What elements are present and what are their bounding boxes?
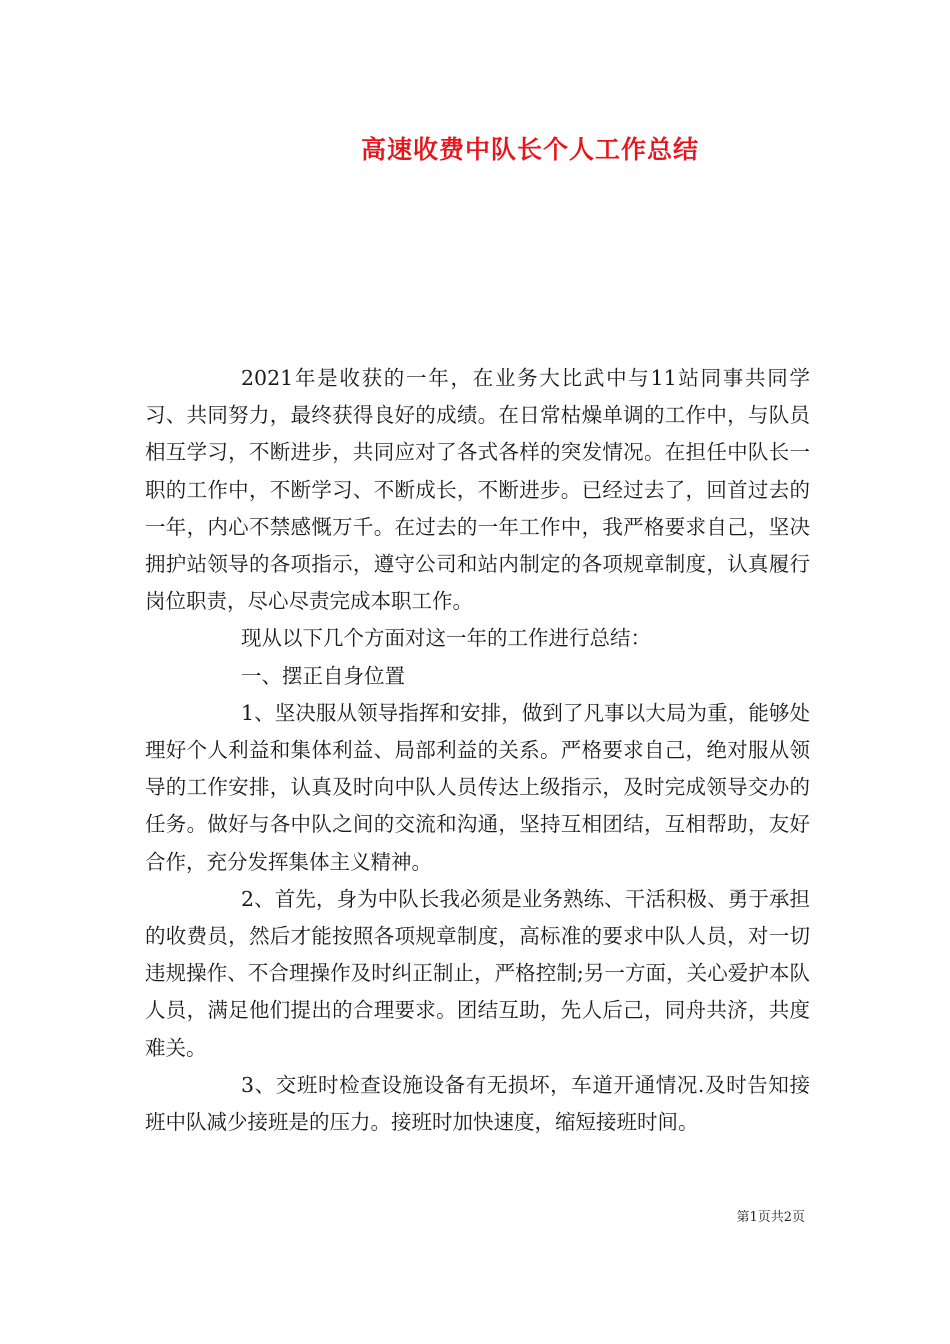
paragraph-item-1: 1、坚决服从领导指挥和安排，做到了凡事以大局为重，能够处理好个人利益和集体利益、局部利益的关系。严格要求自己，绝对服从领导的工作安排，认真及时向中队人员传达上级指示，及时完成领导交办的任务。做好与各中队之间的交流和沟通，坚持互相团结，互相帮助，友好合作，充分发挥集体主义精神。 — [145, 700, 810, 874]
section-heading-1: 一、摆正自身位置 — [241, 663, 405, 688]
page-footer: 第1页共2页 — [736, 1210, 805, 1225]
document-body — [145, 360, 810, 1141]
paragraph-overview: 现从以下几个方面对这一年的工作进行总结： — [241, 626, 651, 651]
paragraph-intro: 2021年是收获的一年，在业务大比武中与11站同事共同学习、共同努力，最终获得良好的成绩。在日常枯燥单调的工作中，与队员相互学习，不断进步，共同应对了各式各样的突发情况。在担任中队长一职的工作中，不断学习、不断成长，不断进步。已经过去了，回首过去的一年，内心不禁感慨万千。在过去的一年工作中，我严格要求自己，坚决拥护站领导的各项指示，遵守公司和站内制定的各项规章制度，认真履行岗位职责，尽心尽责完成本职工作。 — [145, 366, 810, 614]
document-title: 高速收费中队长个人工作总结 — [360, 135, 699, 164]
paragraph-item-3: 3、交班时检查设施设备有无损坏，车道开通情况.及时告知接班中队减少接班是的压力。接班时加快速度，缩短接班时间。 — [145, 1072, 810, 1135]
paragraph-item-2: 2、首先，身为中队长我必须是业务熟练、干活积极、勇于承担的收费员，然后才能按照各项规章制度，高标准的要求中队人员，对一切违规操作、不合理操作及时纠正制止，严格控制;另一方面，关心爱护本队人员，满足他们提出的合理要求。团结互助，先人后己，同舟共济，共度难关。 — [145, 886, 810, 1060]
